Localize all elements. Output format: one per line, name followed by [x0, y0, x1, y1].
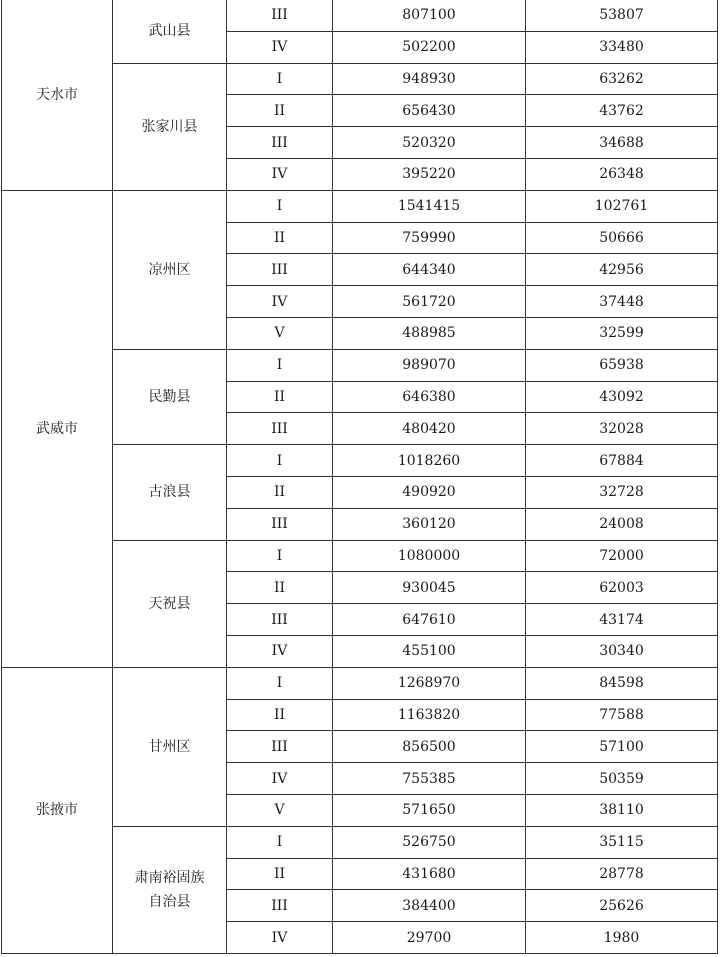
value2-cell: 33480 — [526, 31, 718, 63]
value2-cell: 28778 — [526, 858, 718, 890]
value1-cell: 526750 — [333, 826, 526, 858]
value2-cell: 42956 — [526, 254, 718, 286]
value2-cell: 50359 — [526, 763, 718, 795]
grade-cell: II — [227, 858, 333, 890]
grade-cell: IV — [227, 635, 333, 667]
grade-cell: III — [227, 0, 333, 31]
county-cell: 凉州区 — [113, 190, 227, 349]
value1-cell: 759990 — [333, 222, 526, 254]
value1-cell: 384400 — [333, 890, 526, 922]
grade-cell: III — [227, 604, 333, 636]
value2-cell: 67884 — [526, 445, 718, 477]
grade-cell: III — [227, 508, 333, 540]
value1-cell: 561720 — [333, 286, 526, 318]
value2-cell: 35115 — [526, 826, 718, 858]
grade-cell: V — [227, 794, 333, 826]
grade-cell: IV — [227, 922, 333, 954]
grade-cell: II — [227, 381, 333, 413]
value2-cell: 26348 — [526, 158, 718, 190]
table-row — [2, 0, 718, 31]
value2-cell: 53807 — [526, 0, 718, 31]
county-cell: 古浪县 — [113, 445, 227, 540]
value2-cell: 102761 — [526, 190, 718, 222]
grade-cell: V — [227, 317, 333, 349]
grade-cell: I — [227, 63, 333, 95]
county-cell: 甘州区 — [113, 667, 227, 826]
value1-cell: 431680 — [333, 858, 526, 890]
value1-cell: 948930 — [333, 63, 526, 95]
value1-cell: 520320 — [333, 127, 526, 159]
value2-cell: 65938 — [526, 349, 718, 381]
grade-cell: IV — [227, 158, 333, 190]
value1-cell: 755385 — [333, 763, 526, 795]
value2-cell: 43174 — [526, 604, 718, 636]
value1-cell: 395220 — [333, 158, 526, 190]
value2-cell: 57100 — [526, 731, 718, 763]
grade-cell: I — [227, 540, 333, 572]
value1-cell: 644340 — [333, 254, 526, 286]
value1-cell: 502200 — [333, 31, 526, 63]
value2-cell: 62003 — [526, 572, 718, 604]
table-row — [2, 667, 718, 699]
value2-cell: 38110 — [526, 794, 718, 826]
grade-cell: I — [227, 190, 333, 222]
table-row — [2, 190, 718, 222]
value2-cell: 43092 — [526, 381, 718, 413]
grade-cell: IV — [227, 763, 333, 795]
grade-cell: II — [227, 476, 333, 508]
value2-cell: 34688 — [526, 127, 718, 159]
value1-cell: 856500 — [333, 731, 526, 763]
grade-cell: III — [227, 731, 333, 763]
county-cell: 肃南裕固族自治县 — [113, 826, 227, 953]
grade-cell: III — [227, 413, 333, 445]
value2-cell: 43762 — [526, 95, 718, 127]
value2-cell: 32599 — [526, 317, 718, 349]
value2-cell: 30340 — [526, 635, 718, 667]
value1-cell: 488985 — [333, 317, 526, 349]
value2-cell: 32028 — [526, 413, 718, 445]
value1-cell: 807100 — [333, 0, 526, 31]
grade-cell: IV — [227, 286, 333, 318]
value1-cell: 647610 — [333, 604, 526, 636]
value1-cell: 989070 — [333, 349, 526, 381]
value2-cell: 72000 — [526, 540, 718, 572]
grade-cell: I — [227, 667, 333, 699]
data-table — [1, 0, 718, 954]
value1-cell: 571650 — [333, 794, 526, 826]
grade-cell: II — [227, 699, 333, 731]
value1-cell: 480420 — [333, 413, 526, 445]
value2-cell: 50666 — [526, 222, 718, 254]
value2-cell: 84598 — [526, 667, 718, 699]
city-cell: 张掖市 — [2, 667, 113, 953]
value1-cell: 656430 — [333, 95, 526, 127]
grade-cell: I — [227, 445, 333, 477]
table-body — [2, 0, 718, 953]
value2-cell: 25626 — [526, 890, 718, 922]
grade-cell: I — [227, 826, 333, 858]
county-cell: 张家川县 — [113, 63, 227, 190]
value1-cell: 930045 — [333, 572, 526, 604]
grade-cell: II — [227, 572, 333, 604]
value1-cell: 29700 — [333, 922, 526, 954]
county-cell: 武山县 — [113, 0, 227, 63]
city-cell: 天水市 — [2, 0, 113, 190]
value2-cell: 37448 — [526, 286, 718, 318]
value2-cell: 63262 — [526, 63, 718, 95]
value1-cell: 1018260 — [333, 445, 526, 477]
value2-cell: 24008 — [526, 508, 718, 540]
value1-cell: 1163820 — [333, 699, 526, 731]
value1-cell: 455100 — [333, 635, 526, 667]
value1-cell: 360120 — [333, 508, 526, 540]
grade-cell: III — [227, 890, 333, 922]
value2-cell: 1980 — [526, 922, 718, 954]
value1-cell: 490920 — [333, 476, 526, 508]
city-cell: 武威市 — [2, 190, 113, 667]
grade-cell: III — [227, 254, 333, 286]
value2-cell: 77588 — [526, 699, 718, 731]
grade-cell: III — [227, 127, 333, 159]
value2-cell: 32728 — [526, 476, 718, 508]
value1-cell: 1541415 — [333, 190, 526, 222]
county-cell: 天祝县 — [113, 540, 227, 667]
grade-cell: IV — [227, 31, 333, 63]
grade-cell: II — [227, 95, 333, 127]
grade-cell: I — [227, 349, 333, 381]
value1-cell: 1268970 — [333, 667, 526, 699]
value1-cell: 646380 — [333, 381, 526, 413]
grade-cell: II — [227, 222, 333, 254]
value1-cell: 1080000 — [333, 540, 526, 572]
county-cell: 民勤县 — [113, 349, 227, 444]
